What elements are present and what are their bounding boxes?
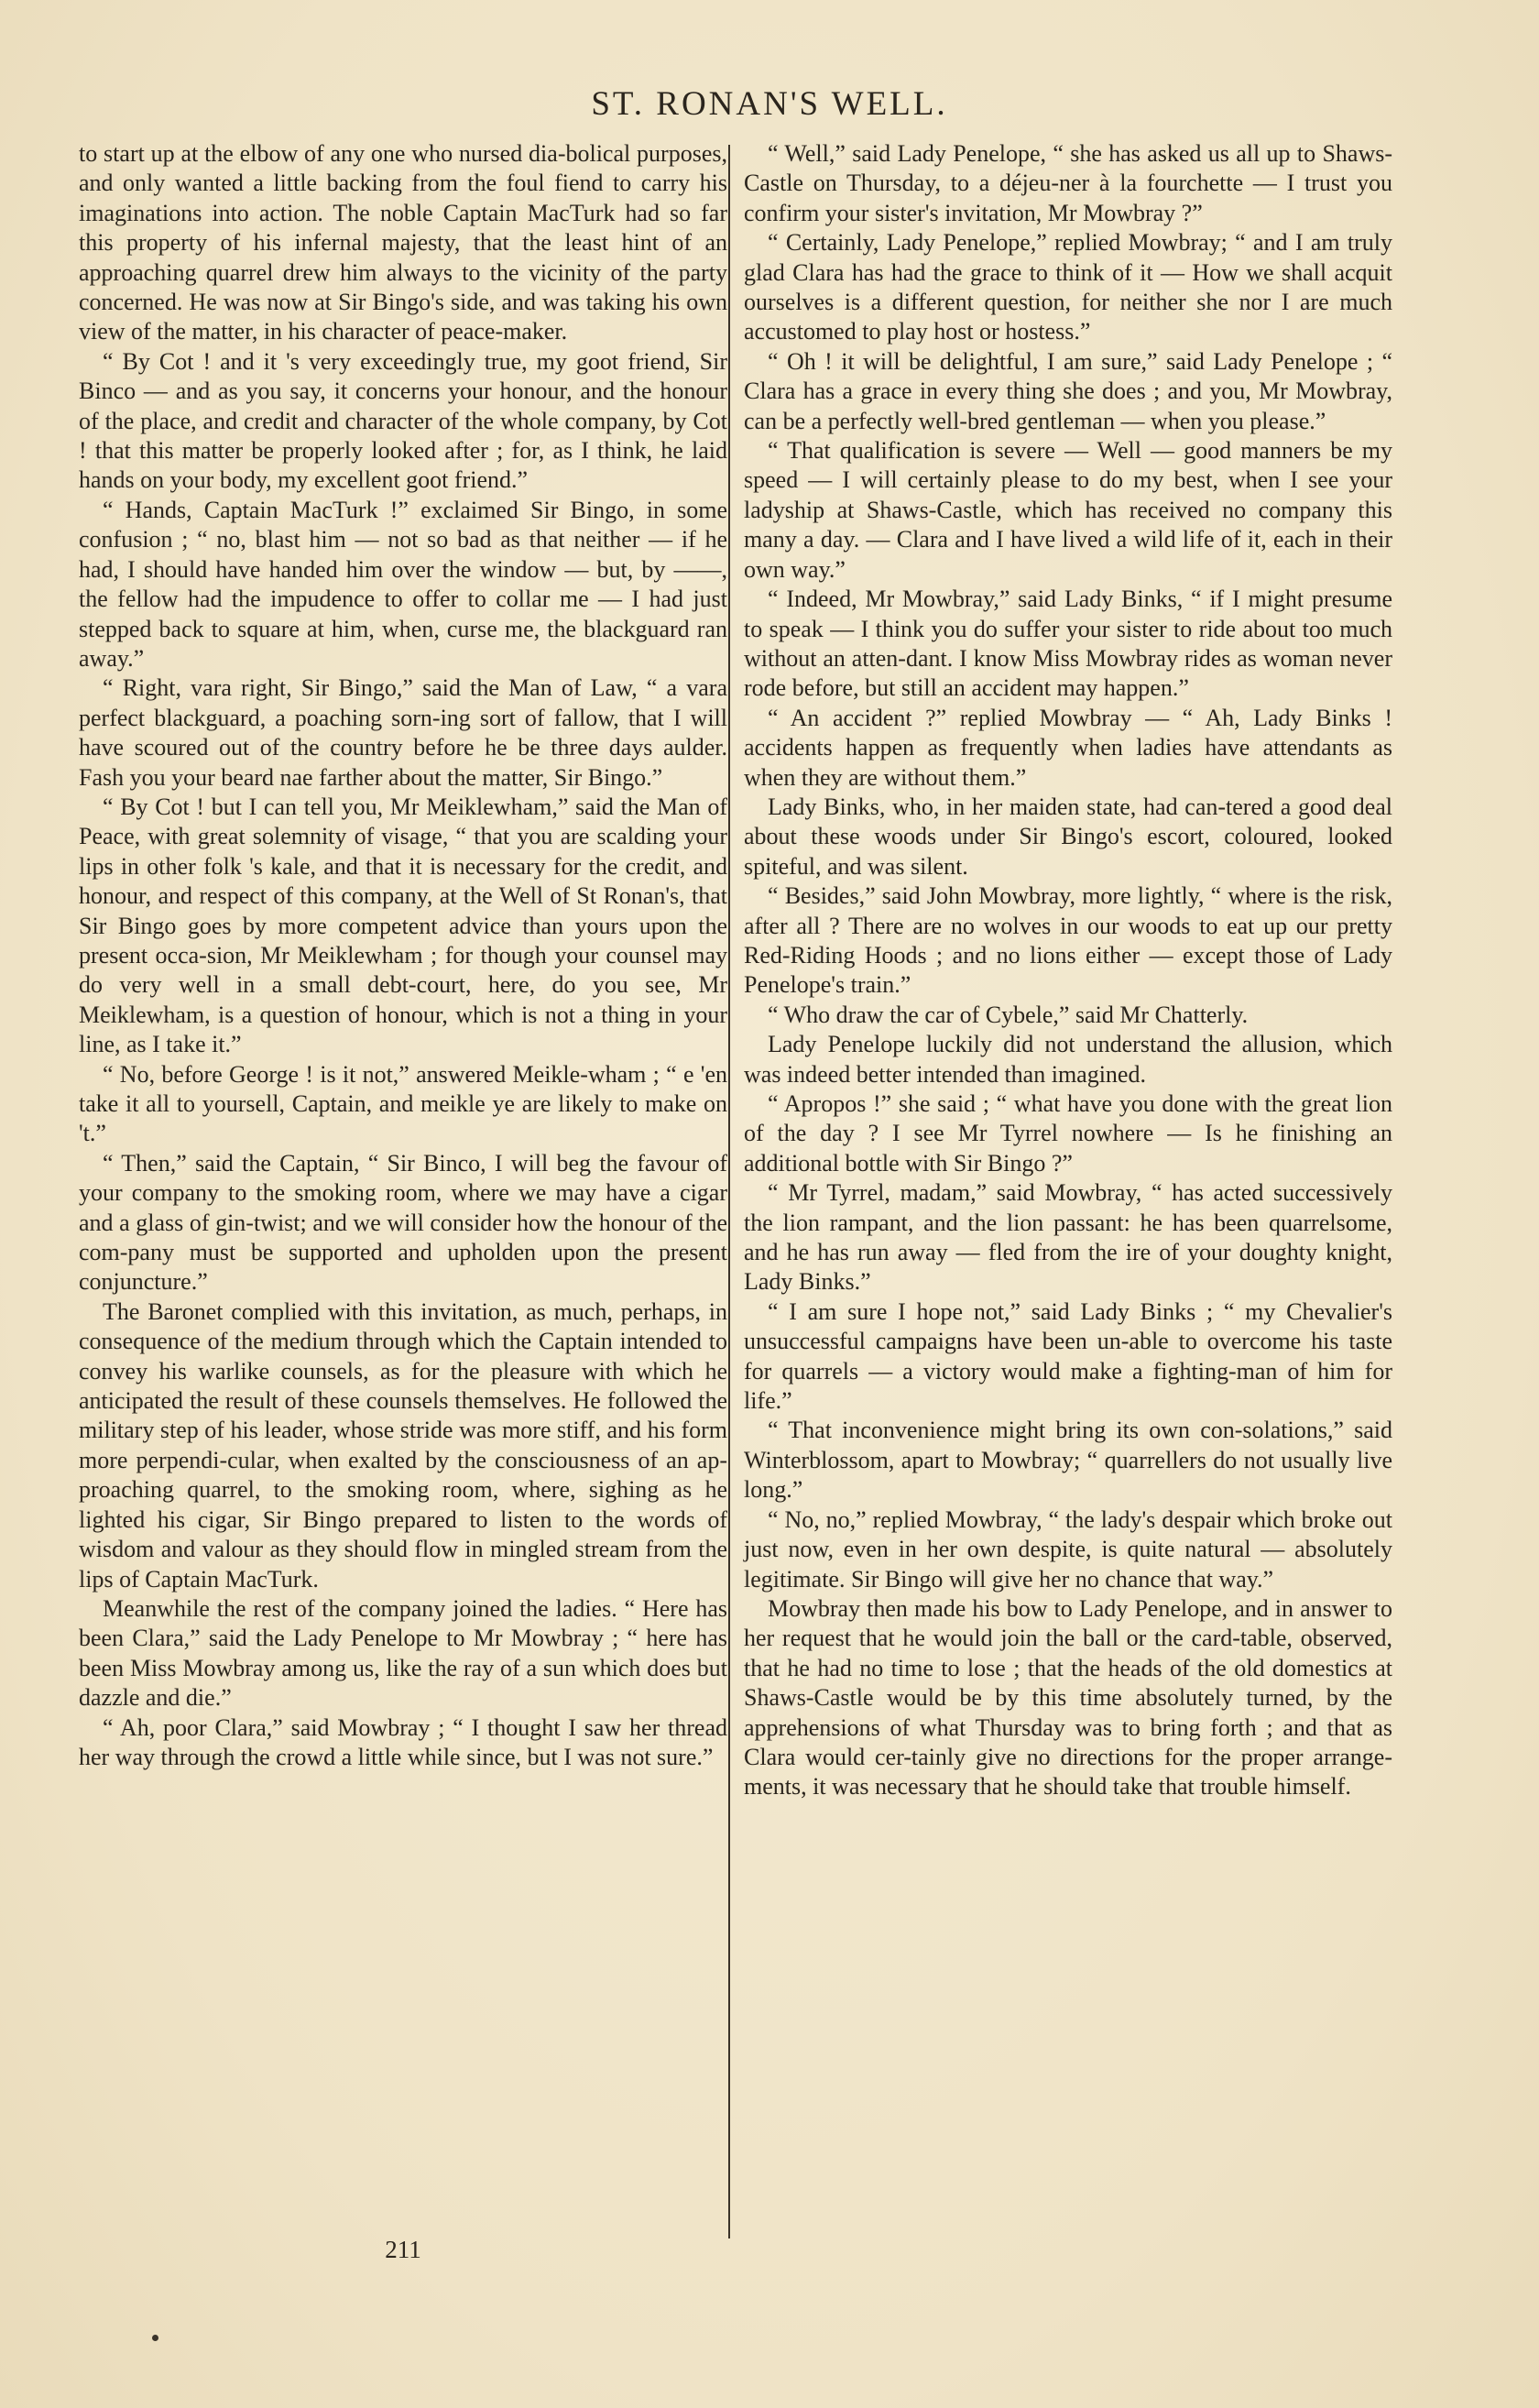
- paragraph: “ Well,” said Lady Penelope, “ she has asked us all up to Shaws-Castle on Thursday, to a déjeu-ner à la fourchette — I trust you confirm your sister's invitation, Mr Mowbray ?”: [744, 140, 1392, 226]
- left-column: [79, 139, 727, 1772]
- running-head: ST. RONAN'S WELL.: [591, 85, 948, 123]
- paragraph: “ By Cot ! and it 's very exceedingly true, my goot friend, Sir Binco — and as you say, it concerns your honour, and the honour of the place, and credit and character of the whole company, by Cot ! that this matter be properly looked after ; for, as I think, he laid hands on your body, my excellent goot friend.”: [79, 347, 727, 494]
- paragraph: Mowbray then made his bow to Lady Penelope, and in answer to her request that he would join the ball or the card-table, observed, that he had no time to lose ; that the heads of the old domestics at Shaws-Castle would be by this time absolutely turned, by the apprehensions of what Thursday was to bring forth ; and that as Clara would cer-tainly give no directions for the proper arrange-ments, it was necessary that he should take that trouble himself.: [744, 1594, 1392, 1801]
- paragraph: “ No, no,” replied Mowbray, “ the lady's despair which broke out just now, even in her own despite, is quite natural — absolutely legitimate. Sir Bingo will give her no chance that way.”: [744, 1505, 1392, 1593]
- paragraph: “ That qualification is severe — Well — good manners be my speed — I will certainly please to do my best, when I see your ladyship at Shaws-Castle, which has received no company this many a day. — Clara and I have lived a wild life of it, each in their own way.”: [744, 437, 1392, 583]
- paragraph: “ Hands, Captain MacTurk !” exclaimed Sir Bingo, in some confusion ; “ no, blast him — not so bad as that neither — if he had, I should have handed him over the window — but, by ——, the fellow had the impudence to offer to collar me — I had just stepped back to square at him, when, curse me, the blackguard ran away.”: [79, 496, 727, 672]
- column-divider: [728, 145, 730, 2238]
- paragraph: “ Indeed, Mr Mowbray,” said Lady Binks, “ if I might presume to speak — I think you do suffer your sister to ride about too much without an atten-dant. I know Miss Mowbray rides as woman never rode before, but still an accident may happen.”: [744, 586, 1392, 702]
- paragraph: “ Ah, poor Clara,” said Mowbray ; “ I thought I saw her thread her way through the crowd a little while since, but I was not sure.”: [79, 1713, 727, 1770]
- right-column: [744, 139, 1392, 1802]
- paragraph: “ Certainly, Lady Penelope,” replied Mowbray; “ and I am truly glad Clara has had the grace to think of it — How we shall acquit ourselves is a different question, for neither she nor I are much accustomed to play host or hostess.”: [744, 229, 1392, 345]
- paragraph: “ Then,” said the Captain, “ Sir Binco, I will beg the favour of your company to the smoking room, where we may have a cigar and a glass of gin-twist; and we will consider how the honour of the com-pany must be supported and upholden upon the present conjuncture.”: [79, 1149, 727, 1296]
- paragraph: “ I am sure I hope not,” said Lady Binks ; “ my Chevalier's unsuccessful campaigns have been un-able to overcome his taste for quarrels — a victory would make a fighting-man of him for life.”: [744, 1297, 1392, 1415]
- paragraph: “ Oh ! it will be delightful, I am sure,” said Lady Penelope ; “ Clara has a grace in every thing she does ; and you, Mr Mowbray, can be a perfectly well-bred gentleman — when you please.”: [744, 347, 1392, 434]
- paragraph: Lady Binks, who, in her maiden state, had can-tered a good deal about these woods under Sir Bingo's escort, coloured, looked spiteful, and was silent.: [744, 793, 1392, 880]
- paragraph: “ By Cot ! but I can tell you, Mr Meiklewham,” said the Man of Peace, with great solemnity of visage, “ that you are scalding your lips in other folk 's kale, and that it is necessary for the credit, and honour, and respect of this company, at the Well of St Ronan's, that Sir Bingo goes by more competent advice than yours upon the present occa-sion, Mr Meiklewham ; for though your counsel may do very well in a small debt-court, here, do you see, Mr Meiklewham, is a question of honour, which is not a thing in your line, as I take it.”: [79, 793, 727, 1058]
- paragraph: “ No, before George ! is it not,” answered Meikle-wham ; “ e 'en take it all to yoursell, Captain, and meikle ye are likely to make on 't.”: [79, 1060, 727, 1147]
- paragraph: “ Right, vara right, Sir Bingo,” said the Man of Law, “ a vara perfect blackguard, a poaching sorn-ing sort of fallow, that I will have scoured out of the country before he be three days aulder. Fash you your beard nae farther about the matter, Sir Bingo.”: [79, 674, 727, 791]
- paragraph: Meanwhile the rest of the company joined the ladies. “ Here has been Clara,” said the Lady Penelope to Mr Mowbray ; “ here has been Miss Mowbray among us, like the ray of a sun which does but dazzle and die.”: [79, 1594, 727, 1712]
- ink-speck: [152, 2335, 158, 2341]
- paragraph: Lady Penelope luckily did not understand the allusion, which was indeed better intended than imagined.: [744, 1031, 1392, 1088]
- paragraph: “ Apropos !” she said ; “ what have you done with the great lion of the day ? I see Mr Tyrrel nowhere — Is he finishing an additional bottle with Sir Bingo ?”: [744, 1090, 1392, 1177]
- paragraph: “ An accident ?” replied Mowbray — “ Ah, Lady Binks ! accidents happen as frequently when ladies have attendants as when they are without them.”: [744, 704, 1392, 791]
- paragraph: “ Besides,” said John Mowbray, more lightly, “ where is the risk, after all ? There are no wolves in our woods to eat up our pretty Red-Riding Hoods ; and no lions either — except those of Lady Penelope's train.”: [744, 882, 1392, 999]
- paragraph: “ Who draw the car of Cybele,” said Mr Chatterly.: [768, 1001, 1249, 1028]
- paragraph: “ That inconvenience might bring its own con-solations,” said Winterblossom, apart to Mowbray; “ quarrellers do not usually live long.”: [744, 1417, 1392, 1504]
- paragraph: “ Mr Tyrrel, madam,” said Mowbray, “ has acted successively the lion rampant, and the lion passant: he has been quarrelsome, and he has run away — fled from the ire of your doughty knight, Lady Binks.”: [744, 1179, 1392, 1296]
- paragraph: The Baronet complied with this invitation, as much, perhaps, in consequence of the medium through which the Captain intended to convey his warlike counsels, as for the pleasure with which he anticipated the result of these counsels themselves. He followed the military step of his leader, whose stride was more stiff, and his form more perpendi-cular, when exalted by the consciousness of an ap-proaching quarrel, to the smoking room, where, sighing as he lighted his cigar, Sir Bingo prepared to listen to the words of wisdom and valour as they should flow in mingled stream from the lips of Captain MacTurk.: [79, 1297, 727, 1593]
- paragraph: to start up at the elbow of any one who nursed dia-bolical purposes, and only wanted a little backing from the foul fiend to carry his imaginations into action. The noble Captain MacTurk had so far this property of his infernal majesty, that the least hint of an approaching quarrel drew him always to the vicinity of the party concerned. He was now at Sir Bingo's side, and was taking his own view of the matter, in his character of peace-maker.: [79, 140, 727, 345]
- page-number: 211: [385, 2236, 421, 2263]
